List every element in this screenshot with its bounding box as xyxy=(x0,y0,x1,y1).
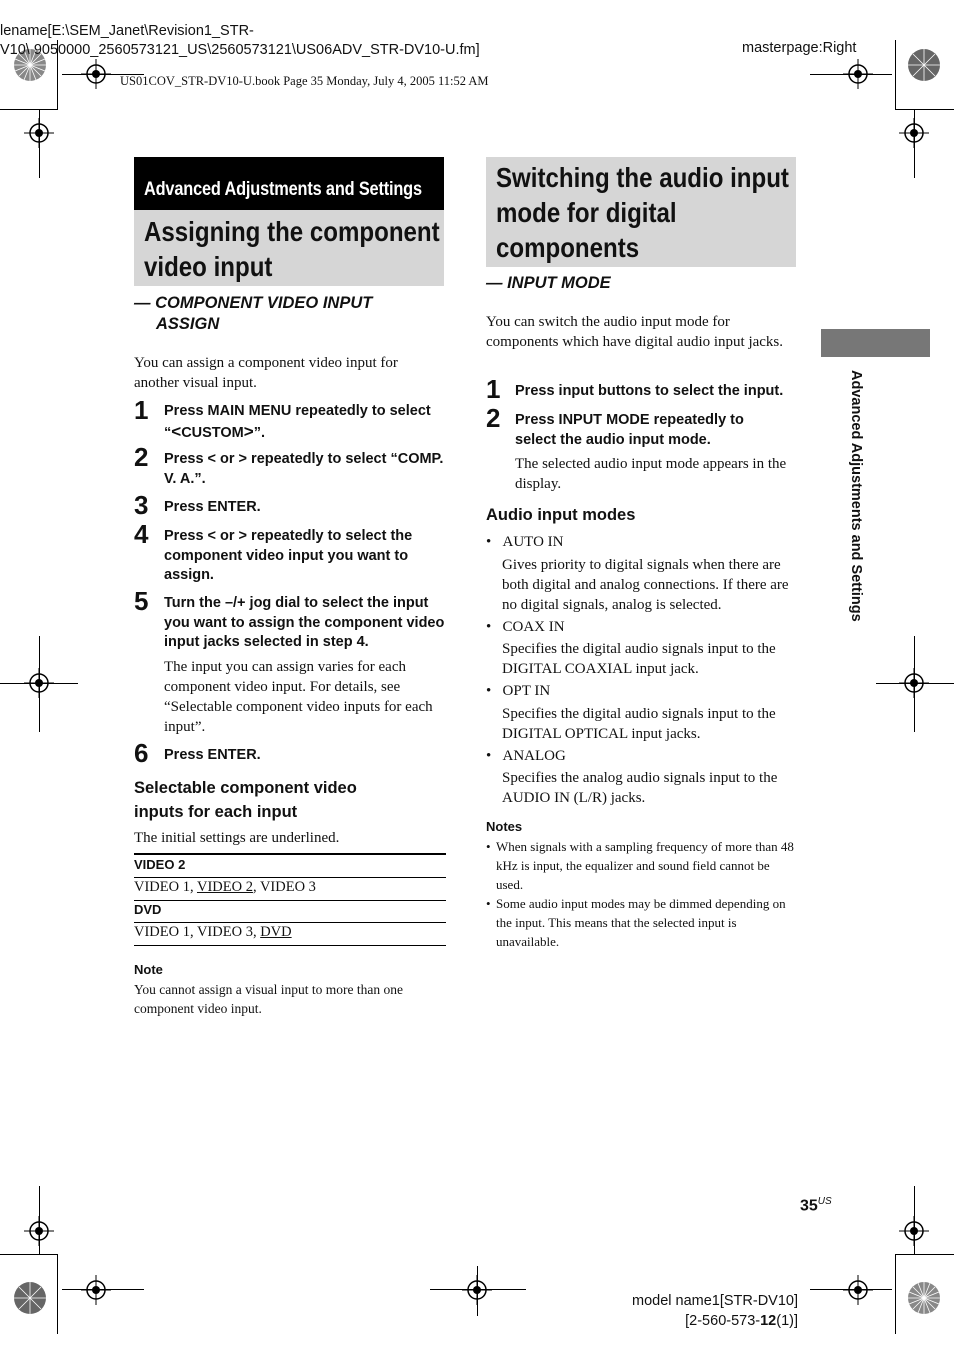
left-subtitle: — COMPONENT VIDEO INPUT ASSIGN xyxy=(134,294,373,333)
color-target-icon xyxy=(13,1281,47,1315)
registration-mark-icon xyxy=(24,118,54,148)
table-head: DVD xyxy=(134,902,162,917)
masterpage-label: masterpage:Right xyxy=(742,40,857,56)
right-title-band xyxy=(486,157,796,267)
step-text: Press MAIN MENU repeatedly to select “<CUSTOM>”. xyxy=(164,403,431,441)
step-number: 1 xyxy=(486,374,501,404)
note-heading: Note xyxy=(134,962,163,977)
side-tab xyxy=(821,329,930,357)
note-item: • When signals with a sampling frequency of more than 48 kHz is input, the equalizer and sound field cannot be used. xyxy=(486,839,794,892)
note-text: You cannot assign a visual input to more than one component video input. xyxy=(134,982,403,1016)
step-number: 6 xyxy=(134,738,149,768)
right-subtitle: — INPUT MODE xyxy=(486,274,611,292)
list-item-desc: Specifies the digital audio signals input to the DIGITAL COAXIAL input jack. xyxy=(502,641,776,677)
section-label-band xyxy=(134,157,444,210)
list-item-desc: Specifies the digital audio signals input to the DIGITAL OPTICAL input jacks. xyxy=(502,706,776,742)
step-number: 2 xyxy=(486,403,501,433)
section-title: Switching the audio input mode for digital components xyxy=(496,162,789,263)
step-text: Press ENTER. xyxy=(164,747,261,763)
step-text: Press ENTER. xyxy=(164,499,261,515)
list-item-desc: Specifies the analog audio signals input to the AUDIO IN (L/R) jacks. xyxy=(502,770,778,806)
section-label: Advanced Adjustments and Settings xyxy=(144,179,422,200)
registration-mark-icon xyxy=(899,1216,929,1246)
step-text: Press < or > repeatedly to select “COMP. V. A.”. xyxy=(164,451,444,487)
notes-heading: Notes xyxy=(486,819,523,834)
step-text: Press INPUT MODE repeatedly to select the audio input mode. xyxy=(515,412,744,448)
right-intro: You can switch the audio input mode for components which have digital audio input jacks. xyxy=(486,314,784,350)
list-item: • COAX IN xyxy=(486,619,565,635)
step-number: 2 xyxy=(134,442,149,472)
book-info: US01COV_STR-DV10-U.book Page 35 Monday, July 4, 2005 11:52 AM xyxy=(120,74,489,88)
note-item: • Some audio input modes may be dimmed depending on the input. This means that the selected input is unavailable. xyxy=(486,896,786,949)
step-text: Press input buttons to select the input. xyxy=(515,383,784,399)
registration-mark-icon xyxy=(899,118,929,148)
step-number: 4 xyxy=(134,519,149,549)
list-item-desc: Gives priority to digital signals when there are both digital and analog connections. If there are no digital signals, analog is selected. xyxy=(502,557,789,613)
list-item: • OPT IN xyxy=(486,683,551,699)
step-text: Press < or > repeatedly to select the component video input you want to assign. xyxy=(164,528,413,583)
table-cell: VIDEO 1, VIDEO 2, VIDEO 3 xyxy=(134,879,316,895)
modes-heading: Audio input modes xyxy=(486,506,636,524)
registration-mark-icon xyxy=(81,1275,111,1305)
side-tab-label: Advanced Adjustments and Settings xyxy=(848,370,864,622)
registration-mark-icon xyxy=(843,59,873,89)
step-detail: The input you can assign varies for each component video input. For details, see “Selectable component video inputs for each input”. xyxy=(164,659,433,735)
registration-mark-icon xyxy=(81,59,111,89)
left-intro: You can assign a component video input for another visual input. xyxy=(134,355,398,391)
registration-mark-icon xyxy=(24,668,54,698)
page-title: Assigning the component video input xyxy=(144,216,440,282)
step-number: 3 xyxy=(134,490,149,520)
step-text: Turn the –/+ jog dial to select the input you want to assign the component video input jacks selected in step 4. xyxy=(164,595,445,650)
file-path: lename[E:\SEM_Janet\Revision1_STR- V10\ 9050000_2560573121_US\2560573121\US06ADV_STR-DV10-U.fm] xyxy=(0,23,480,58)
registration-mark-icon xyxy=(843,1275,873,1305)
registration-mark-icon xyxy=(462,1275,492,1305)
list-item: • AUTO IN xyxy=(486,534,564,550)
left-title-band xyxy=(134,210,444,286)
model-info: model name1[STR-DV10] [2-560-573-12(1)] xyxy=(631,1293,798,1329)
registration-mark-icon xyxy=(899,668,929,698)
color-target-icon xyxy=(907,1281,941,1315)
page-number: $35^{US}$ xyxy=(800,1196,832,1215)
list-item: • ANALOG xyxy=(486,748,566,764)
registration-mark-icon xyxy=(24,1216,54,1246)
step-detail: The selected audio input mode appears in the display. xyxy=(515,456,787,492)
step-number: 1 xyxy=(134,395,149,425)
table-subheading: Selectable component video inputs for each input xyxy=(134,779,357,821)
color-target-icon xyxy=(907,48,941,82)
initial-settings-note: The initial settings are underlined. xyxy=(134,830,340,846)
table-cell: VIDEO 1, VIDEO 3, DVD xyxy=(134,924,292,940)
table-head: VIDEO 2 xyxy=(134,857,186,872)
step-number: 5 xyxy=(134,586,149,616)
